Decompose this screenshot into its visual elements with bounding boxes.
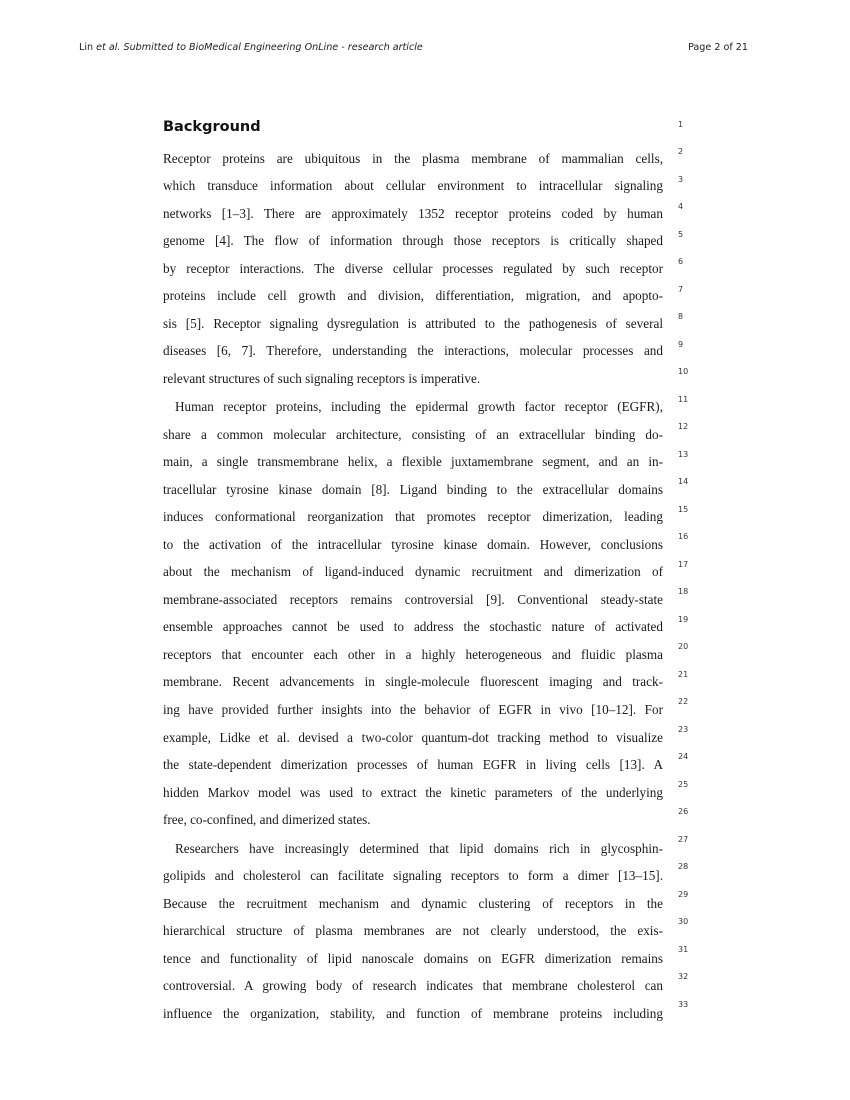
line-number: 28 <box>678 862 689 871</box>
line-number: 27 <box>678 835 689 844</box>
text-line-29: hierarchical structure of plasma membranes are not clearly understood, the exis- <box>163 923 663 938</box>
line-number: 26 <box>678 807 689 816</box>
line-number: 12 <box>678 422 689 431</box>
line-number: 22 <box>678 697 689 706</box>
text-line-32: influence the organization, stability, and function of membrane proteins including <box>163 1006 663 1021</box>
line-number: 32 <box>678 972 689 981</box>
header-submitted: Submitted to <box>120 42 190 53</box>
text-line-3: networks [1–3]. There are approximately 1352 receptor proteins coded by human <box>163 206 663 221</box>
text-line-19: receptors that encounter each other in a highly heterogeneous and fluidic plasma <box>163 647 663 662</box>
text-line-27: golipids and cholesterol can facilitate signaling receptors to form a dimer [13–15]. <box>163 868 663 883</box>
line-number: 11 <box>678 395 689 404</box>
text-line-30: tence and functionality of lipid nanoscale domains on EGFR dimerization remains <box>163 951 663 966</box>
header-journal: BioMedical Engineering OnLine - research article <box>189 42 423 53</box>
line-number: 8 <box>678 312 684 321</box>
header-authors: Lin <box>79 42 94 53</box>
text-line-8: diseases [6, 7]. Therefore, understanding the interactions, molecular processes and <box>163 343 663 358</box>
text-line-16: about the mechanism of ligand-induced dynamic recruitment and dimerization of <box>163 564 663 579</box>
line-number: 31 <box>678 945 689 954</box>
text-line-18: ensemble approaches cannot be used to address the stochastic nature of activated <box>163 619 663 634</box>
text-line-17: membrane-associated receptors remains controversial [9]. Conventional steady-state <box>163 592 663 607</box>
line-number: 13 <box>678 450 689 459</box>
text-line-20: membrane. Recent advancements in single-molecule fluorescent imaging and track- <box>163 674 663 689</box>
text-line-6: proteins include cell growth and division, differentiation, migration, and apopto- <box>163 288 663 303</box>
text-line-15: to the activation of the intracellular tyrosine kinase domain. However, conclusions <box>163 537 663 552</box>
line-number: 16 <box>678 532 689 541</box>
line-number: 23 <box>678 725 689 734</box>
section-heading: Background <box>163 119 261 135</box>
text-line-9: relevant structures of such signaling receptors is imperative. <box>163 371 481 386</box>
line-number: 10 <box>678 367 689 376</box>
line-number: 29 <box>678 890 689 899</box>
line-number: 18 <box>678 587 689 596</box>
line-number: 5 <box>678 230 684 239</box>
line-number: 25 <box>678 780 689 789</box>
line-number: 21 <box>678 670 689 679</box>
text-line-21: ing have provided further insights into the behavior of EGFR in vivo [10–12]. For <box>163 702 663 717</box>
text-line-5: by receptor interactions. The diverse cellular processes regulated by such receptor <box>163 261 663 276</box>
text-line-22: example, Lidke et al. devised a two-color quantum-dot tracking method to visualize <box>163 730 663 745</box>
line-number: 3 <box>678 175 684 184</box>
text-line-12: main, a single transmembrane helix, a flexible juxtamembrane segment, and an in- <box>163 454 663 469</box>
line-number: 24 <box>678 752 689 761</box>
line-number: 19 <box>678 615 689 624</box>
line-number: 15 <box>678 505 689 514</box>
running-header <box>79 42 423 53</box>
text-line-13: tracellular tyrosine kinase domain [8]. Ligand binding to the extracellular domains <box>163 482 663 497</box>
line-number: 2 <box>678 147 684 156</box>
line-number: 33 <box>678 1000 689 1009</box>
page-number: Page 2 of 21 <box>688 42 748 53</box>
line-number: 30 <box>678 917 689 926</box>
line-number: 6 <box>678 257 684 266</box>
text-line-23: the state-dependent dimerization processes of human EGFR in living cells [13]. A <box>163 757 663 772</box>
line-number: 1 <box>678 120 684 129</box>
text-line-31: controversial. A growing body of research indicates that membrane cholesterol can <box>163 978 663 993</box>
text-line-10: Human receptor proteins, including the epidermal growth factor receptor (EGFR), <box>175 399 663 414</box>
line-number: 14 <box>678 477 689 486</box>
line-number: 9 <box>678 340 684 349</box>
text-line-28: Because the recruitment mechanism and dynamic clustering of receptors in the <box>163 896 663 911</box>
text-line-4: genome [4]. The flow of information through those receptors is critically shaped <box>163 233 663 248</box>
line-number: 20 <box>678 642 689 651</box>
text-line-7: sis [5]. Receptor signaling dysregulation is attributed to the pathogenesis of several <box>163 316 663 331</box>
text-line-14: induces conformational reorganization that promotes receptor dimerization, leading <box>163 509 663 524</box>
text-line-11: share a common molecular architecture, consisting of an extracellular binding do- <box>163 427 663 442</box>
text-line-25: free, co-confined, and dimerized states. <box>163 812 371 827</box>
line-number: 17 <box>678 560 689 569</box>
text-line-2: which transduce information about cellular environment to intracellular signaling <box>163 178 663 193</box>
header-authors-et-al: et al. <box>93 42 121 53</box>
text-line-24: hidden Markov model was used to extract the kinetic parameters of the underlying <box>163 785 663 800</box>
text-line-26: Researchers have increasingly determined that lipid domains rich in glycosphin- <box>175 841 663 856</box>
line-number: 4 <box>678 202 684 211</box>
text-line-1: Receptor proteins are ubiquitous in the plasma membrane of mammalian cells, <box>163 151 663 166</box>
line-number: 7 <box>678 285 684 294</box>
